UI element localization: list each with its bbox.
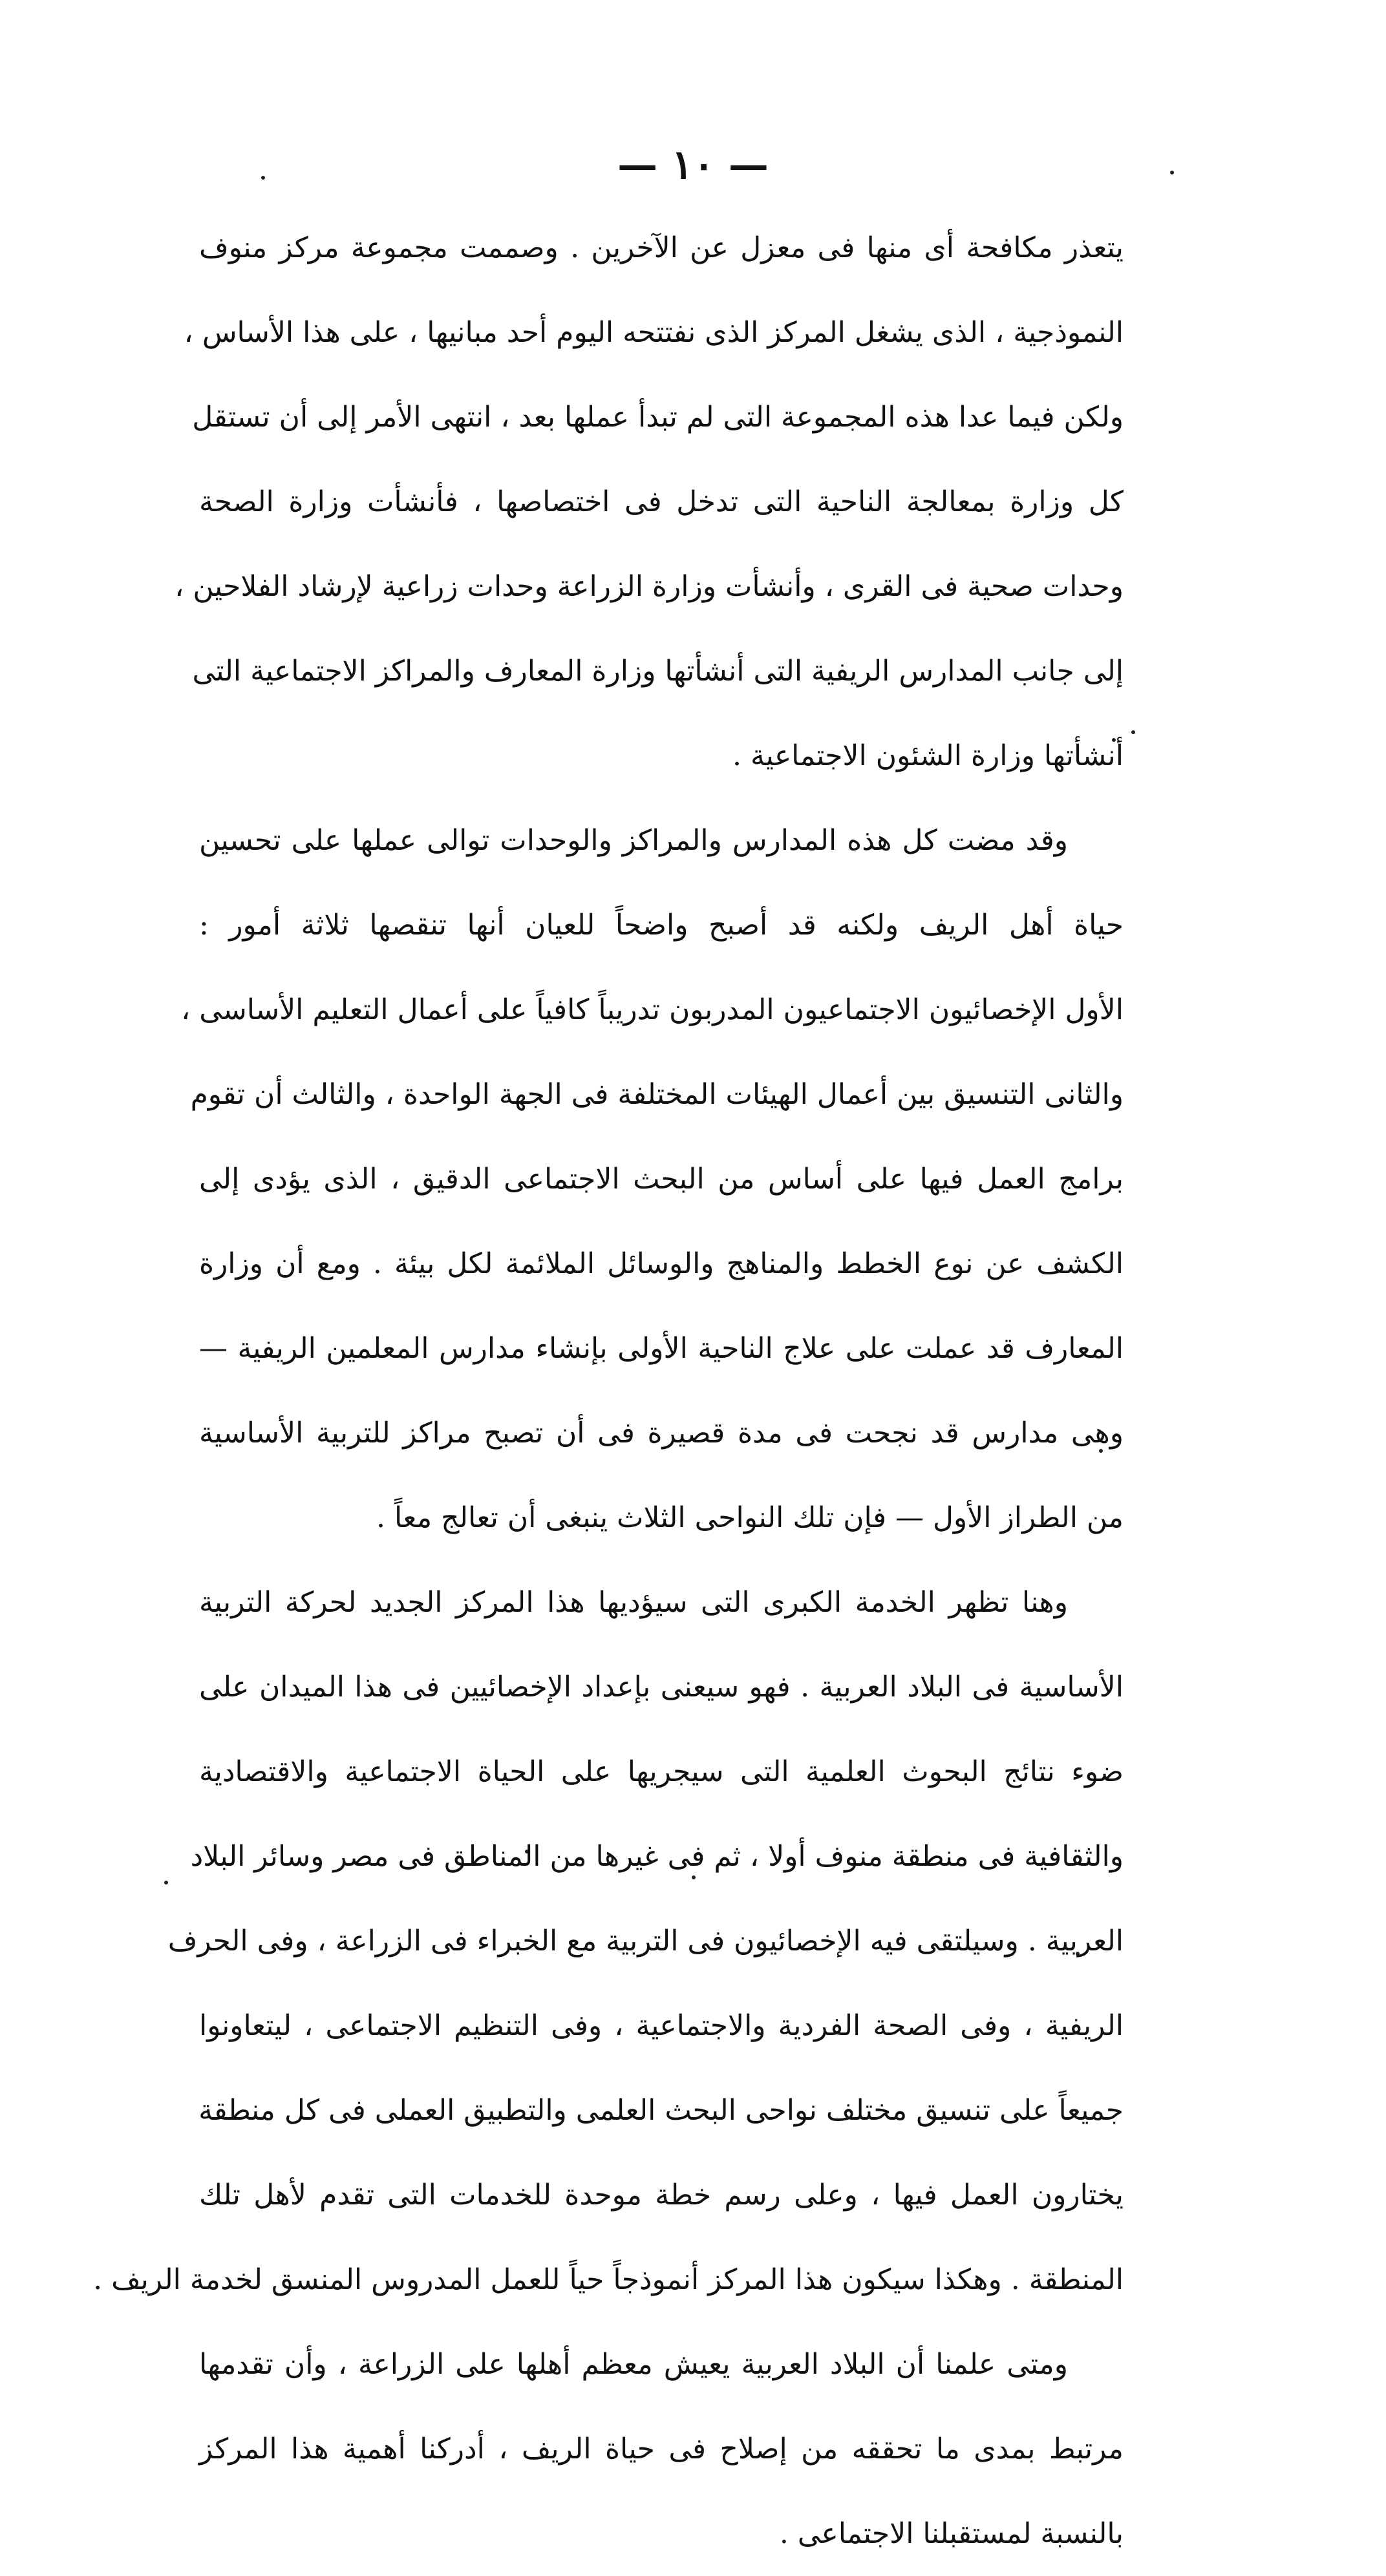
page-number: — ١٠ — bbox=[617, 141, 769, 188]
text-line: العربية . وسيلتقى فيه الإخصائيون فى التربية مع الخبراء فى الزراعة ، وفى الحرف bbox=[167, 1925, 1124, 1958]
text-line: والثقافية فى منطقة منوف أولا ، ثم فى غيرها من المناطق فى مصر وسائر البلاد bbox=[190, 1840, 1124, 1873]
text-line: يختارون العمل فيها ، وعلى رسم خطة موحدة للخدمات التى تقدم لأهل تلك bbox=[199, 2179, 1124, 2212]
paragraph-1 bbox=[175, 206, 1124, 798]
text-line: برامج العمل فيها على أساس من البحث الاجتماعى الدقيق ، الذى يؤدى إلى bbox=[199, 1163, 1124, 1196]
text-line: إلى جانب المدارس الريفية التى أنشأتها وزارة المعارف والمراكز الاجتماعية التى bbox=[192, 655, 1124, 688]
text-line: من الطراز الأول — فإن تلك النواحى الثلاث ينبغى أن تعالج معاً . bbox=[376, 1501, 1124, 1534]
text-line: المنطقة . وهكذا سيكون هذا المركز أنموذجاً حياً للعمل المدروس المنسق لخدمة الريف . bbox=[93, 2263, 1124, 2296]
paragraph-4 bbox=[199, 2322, 1124, 2576]
text-line: وقد مضت كل هذه المدارس والمراكز والوحدات توالى عملها على تحسين bbox=[199, 824, 1068, 857]
text-line: يتعذر مكافحة أى منها فى معزل عن الآخرين . وصممت مجموعة مركز منوف bbox=[199, 231, 1124, 264]
text-line: والثانى التنسيق بين أعمال الهيئات المختلفة فى الجهة الواحدة ، والثالث أن تقوم bbox=[190, 1078, 1124, 1111]
scan-speck bbox=[164, 1881, 168, 1884]
text-line: كل وزارة بمعالجة الناحية التى تدخل فى اختصاصها ، فأنشأت وزارة الصحة bbox=[199, 485, 1124, 518]
text-line: الأساسية فى البلاد العربية . فهو سيعنى بإعداد الإخصائيين فى هذا الميدان على bbox=[199, 1671, 1124, 1704]
scan-speck bbox=[261, 176, 265, 180]
text-line: وحدات صحية فى القرى ، وأنشأت وزارة الزراعة وحدات زراعية لإرشاد الفلاحين ، bbox=[175, 570, 1124, 603]
text-line: الكشف عن نوع الخطط والمناهج والوسائل الملائمة لكل بيئة . ومع أن وزارة bbox=[199, 1247, 1124, 1280]
text-line: النموذجية ، الذى يشغل المركز الذى نفتتحه اليوم أحد مبانيها ، على هذا الأساس ، bbox=[184, 316, 1124, 349]
paragraph-3 bbox=[93, 1560, 1124, 2322]
scan-speck bbox=[1170, 171, 1174, 174]
body-text bbox=[93, 206, 1124, 2576]
text-line: الأول الإخصائيون الاجتماعيون المدربون تدريباً كافياً على أعمال التعليم الأساسى ، bbox=[181, 993, 1124, 1026]
text-line: ولكن فيما عدا هذه المجموعة التى لم تبدأ عملها بعد ، انتهى الأمر إلى أن تستقل bbox=[192, 401, 1124, 434]
text-line: المعارف قد عملت على علاج الناحية الأولى بإنشاء مدارس المعلمين الريفية — bbox=[199, 1332, 1124, 1365]
text-line: جميعاً على تنسيق مختلف نواحى البحث العلمى والتطبيق العملى فى كل منطقة bbox=[198, 2094, 1124, 2127]
text-line: أنشأتها وزارة الشئون الاجتماعية . bbox=[732, 739, 1124, 772]
text-line: وهنا تظهر الخدمة الكبرى التى سيؤديها هذا المركز الجديد لحركة التربية bbox=[199, 1586, 1068, 1619]
text-line: الريفية ، وفى الصحة الفردية والاجتماعية ، وفى التنظيم الاجتماعى ، ليتعاونوا bbox=[199, 2009, 1124, 2042]
paragraph-2 bbox=[181, 798, 1124, 1560]
text-line: ضوء نتائج البحوث العلمية التى سيجريها على الحياة الاجتماعية والاقتصادية bbox=[199, 1755, 1124, 1788]
text-line: مرتبط بمدى ما تحققه من إصلاح فى حياة الريف ، أدركنا أهمية هذا المركز bbox=[199, 2433, 1124, 2465]
text-line: ومتى علمنا أن البلاد العربية يعيش معظم أهلها على الزراعة ، وأن تقدمها bbox=[199, 2348, 1068, 2381]
text-line: حياة أهل الريف ولكنه قد أصبح واضحاً للعيان أنها تنقصها ثلاثة أمور : bbox=[199, 909, 1124, 942]
text-line: وهى مدارس قد نجحت فى مدة قصيرة فى أن تصبح مراكز للتربية الأساسية bbox=[199, 1417, 1124, 1450]
scan-speck bbox=[1131, 730, 1135, 734]
text-line: بالنسبة لمستقبلنا الاجتماعى . bbox=[779, 2517, 1124, 2550]
